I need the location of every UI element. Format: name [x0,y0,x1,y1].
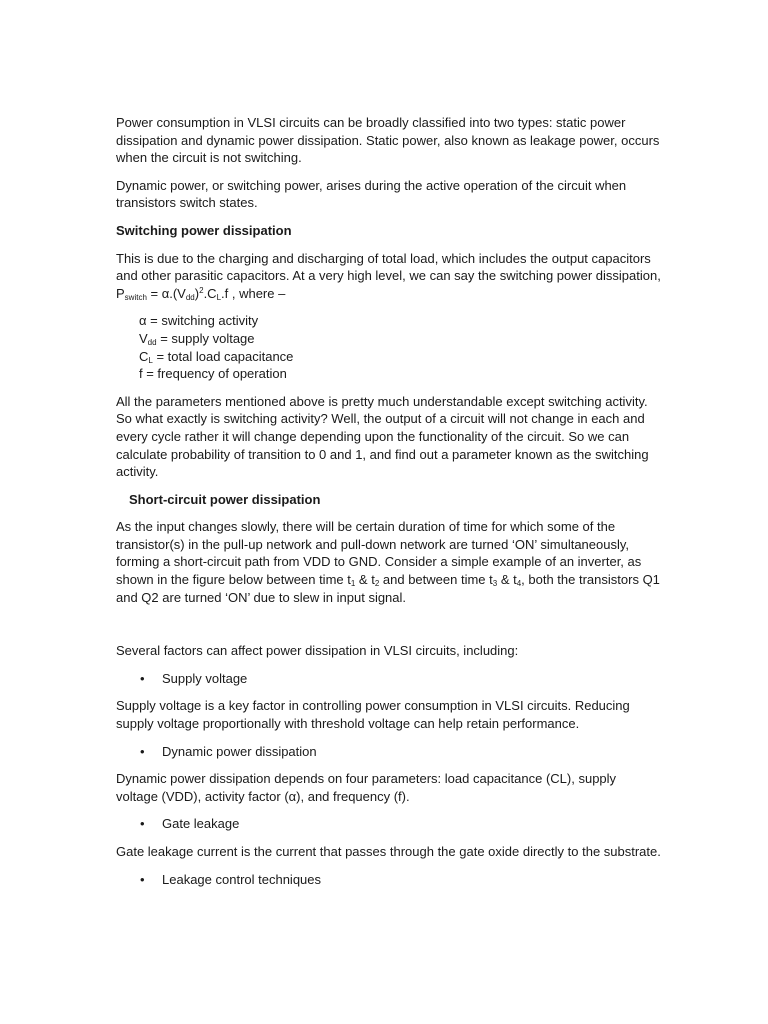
bullet-leakage-control: • Leakage control techniques [162,871,661,889]
paragraph-switching-formula: This is due to the charging and discharging of total load, which includes the output capacitors and other parasitic capacitors. At a very high level, we can say the switching power dissipation, $P_{switch} = \alpha.(V_{dd})^2.C_L.f$ , where – [116,250,661,302]
bullet-list-gate [116,815,661,833]
paragraph-switching-activity: All the parameters mentioned above is pretty much understandable except switching activity. So what exactly is switching activity? Well, the output of a circuit will not change in each and every cycle rather it will change depending upon the functionality of the circuit. So we can calculate probability of transition to 0 and 1, and find out a parameter known as the switching activity. [116,393,649,480]
blank-gap [116,616,661,642]
heading-switching-power: Switching power dissipation [116,222,292,238]
def-cl: $C_L$ = total load capacitance [139,348,294,365]
paragraph-static-dynamic-intro: Power consumption in VLSI circuits can be broadly classified into two types: static power dissipation and dynamic power dissipation. Static power, also known as leakage power, occurs when the circuit is not switching. [116,115,660,166]
paragraph-dynamic-parameters: Dynamic power dissipation depends on four parameters: load capacitance (CL), supply voltage (VDD), activity factor (α), and frequency (f). [116,771,617,804]
paragraph-dynamic-power: Dynamic power, or switching power, arises during the active operation of the circuit when transistors switch states. [116,177,627,211]
bullet-dynamic-power: • Dynamic power dissipation [162,743,661,761]
formula-definitions [139,312,661,382]
document-page [116,114,661,898]
paragraph-short-circuit: As the input changes slowly, there will be certain duration of time for which some of the transistor(s) in the pull-up network and pull-down network are turned ‘ON’ simultaneously, forming a short-circuit path from VDD to GND. Consider a simple example of an inverter, as shown in the figure below between time $t_1$ & $t_2$ and between time $t_3$ & $t_4$, both the transistors Q1 and Q2 are turned ‘ON’ due to slew in input signal. [116,519,660,605]
paragraph-factors-intro: Several factors can affect power dissipation in VLSI circuits, including: [116,643,519,659]
def-vdd: $V_{dd}$ = supply voltage [139,330,255,347]
paragraph-gate-leakage: Gate leakage current is the current that passes through the gate oxide directly to the substrate. [116,844,661,859]
bullet-list-dynamic [116,743,661,761]
bullet-list-supply [116,670,661,688]
bullet-gate-leakage: • Gate leakage [162,815,661,833]
bullet-list-leakage [116,871,661,889]
paragraph-supply-voltage: Supply voltage is a key factor in controlling power consumption in VLSI circuits. Reducing supply voltage proportionally with threshold voltage can help retain performance. [116,698,630,732]
def-f: f = frequency of operation [139,366,287,382]
def-alpha: α = switching activity [139,313,259,329]
heading-short-circuit-power: Short-circuit power dissipation [129,491,321,507]
bullet-supply-voltage: • Supply voltage [162,670,661,688]
